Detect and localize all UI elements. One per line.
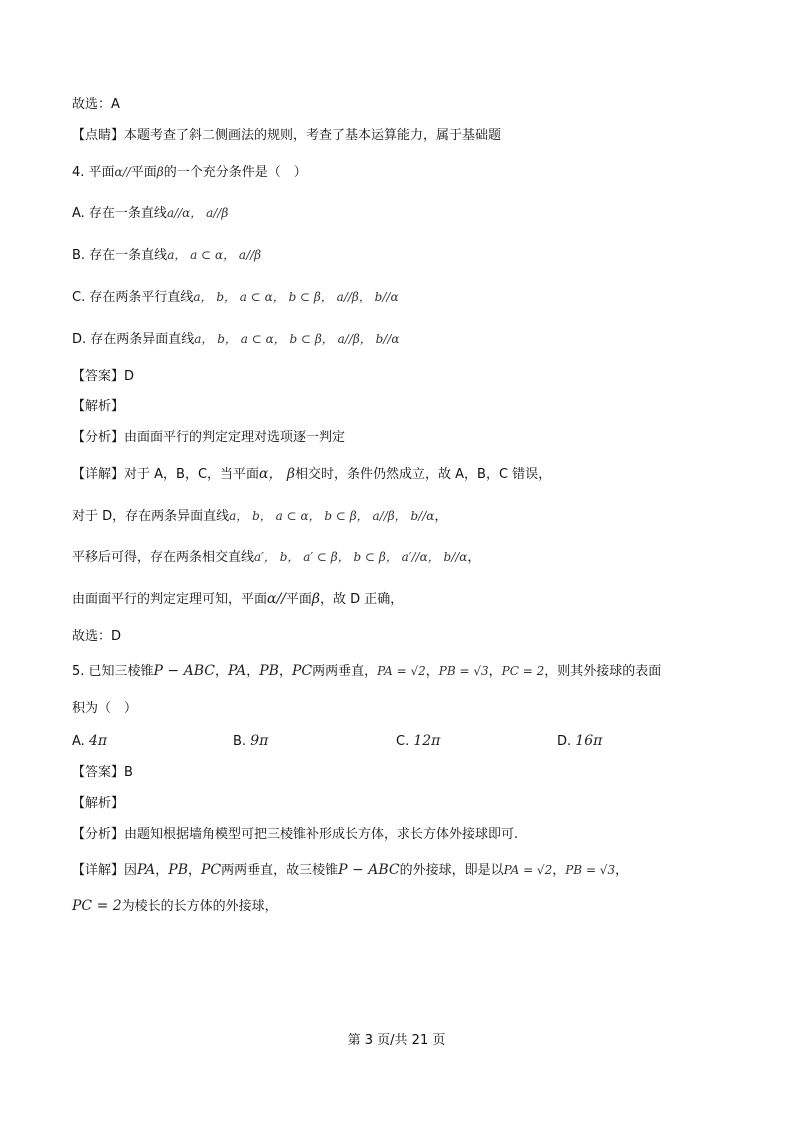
math: P − ABC [338, 862, 400, 878]
text: ， [188, 863, 202, 878]
text: 为棱长的长方体的外接球， [121, 899, 278, 914]
text: 平面 [130, 165, 157, 180]
detail-4-d [72, 507, 753, 526]
text: A. 存在一条直线 [72, 206, 167, 221]
math: 12π [413, 733, 441, 749]
math: a//α， a//β [166, 206, 229, 220]
option-b [72, 246, 753, 265]
math: PA = √2 [377, 664, 426, 678]
math: 16π [575, 733, 603, 749]
math: PB = √3 [565, 863, 616, 877]
analysis-5 [72, 826, 753, 844]
text: 对于 D，存在两条异面直线 [72, 509, 230, 524]
analysis-5-header [72, 795, 753, 813]
answer-5 [72, 764, 753, 782]
math: PB = √3 [438, 664, 489, 678]
text: ， [467, 550, 481, 565]
text: 由面面平行的判定定理可知，平面 [72, 592, 268, 607]
math: P − ABC [153, 663, 215, 679]
math: β [311, 591, 321, 607]
text: ， [434, 509, 448, 524]
math: PC [201, 862, 222, 878]
text: C. 存在两条平行直线 [72, 290, 194, 305]
text: 4. 平面 [72, 165, 115, 180]
math: PB [259, 663, 279, 679]
q5-option-d [557, 733, 602, 749]
text: B. [233, 734, 247, 749]
math: a， b， a ⊂ α， b ⊂ β， a//β， b//α [193, 290, 399, 304]
text: 【详解】对于 A，B，C，当平面 [72, 467, 260, 482]
text: ， [488, 664, 502, 679]
answer-4 [72, 368, 753, 386]
text: 5. 已知三棱锥 [72, 664, 154, 679]
text: 故选：A [72, 97, 120, 112]
math: PC = 2 [72, 898, 122, 914]
text: ， [155, 863, 169, 878]
answer-choice-line [72, 96, 753, 114]
text: A. [72, 734, 85, 749]
text: C. [396, 734, 410, 749]
math: PC [291, 663, 313, 679]
text: 【详解】因 [72, 863, 138, 878]
q5-option-c [396, 733, 440, 749]
text: ， [246, 664, 260, 679]
math: 4π [88, 733, 108, 749]
text: 的一个充分条件是（ ） [163, 165, 307, 180]
math: α// [114, 165, 131, 179]
math: a， b， a ⊂ α， b ⊂ β， a//β， b//α [229, 509, 435, 523]
math: a， b， a ⊂ α， b ⊂ β， a//β， b//α [194, 332, 400, 346]
text: 两两垂直， [312, 664, 378, 679]
math: PA = √2 [503, 863, 553, 877]
text: 平面 [285, 592, 312, 607]
text: ， [214, 664, 228, 679]
detail-4 [72, 465, 753, 484]
detail-5-line-2 [72, 897, 753, 916]
option-c [72, 288, 753, 307]
detail-4-translate [72, 548, 753, 567]
text: ， [278, 664, 292, 679]
text: 的外接球，即是以 [399, 863, 504, 878]
math: a′， b， a′ ⊂ β， b ⊂ β， a′//α， b//α [254, 550, 468, 564]
tip-line [72, 127, 753, 145]
text: ， [425, 664, 439, 679]
math: PA [227, 663, 247, 679]
text: 【分析】由题知根据墙角模型可把三棱锥补形成长方体，求长方体外接球即可. [72, 827, 519, 842]
text: 两两垂直，故三棱锥 [221, 863, 339, 878]
text: 【答案】D [72, 369, 135, 384]
question-5-line-2 [72, 700, 753, 718]
text: 相交时，条件仍然成立，故 A，B，C 错误， [295, 467, 552, 482]
text: ， [615, 863, 629, 878]
detail-4-conclusion [72, 590, 753, 609]
detail-5 [72, 861, 753, 880]
question-5 [72, 662, 753, 681]
math: α， β [259, 466, 296, 482]
text: D. [557, 734, 572, 749]
answer-choice-line [72, 628, 753, 646]
text: ，则其外接球的表面 [544, 664, 662, 679]
analysis-4-header [72, 398, 753, 416]
text: 故选：D [72, 629, 122, 644]
text: 【答案】B [72, 765, 133, 780]
math: PC = 2 [501, 664, 545, 678]
math: PB [168, 862, 188, 878]
page-footer: 第 3 页/共 21 页 [347, 1033, 446, 1048]
analysis-4 [72, 429, 753, 447]
math: β [156, 165, 164, 179]
text: 平移后可得，存在两条相交直线 [72, 550, 255, 565]
text: B. 存在一条直线 [72, 248, 168, 263]
option-d [72, 330, 753, 349]
q5-option-b [233, 733, 268, 749]
text: D. 存在两条异面直线 [72, 332, 195, 347]
text: ， [552, 863, 566, 878]
math: a， a ⊂ α， a//β [167, 248, 262, 262]
math: 9π [250, 733, 269, 749]
text: 【解析】 [72, 399, 125, 414]
q5-option-a [72, 733, 107, 749]
text: 积为（ ） [72, 701, 138, 716]
text: 【点睛】本题考查了斜二侧画法的规则，考查了基本运算能力，属于基础题 [72, 128, 502, 143]
math: α// [267, 591, 286, 607]
question-4 [72, 163, 753, 182]
text: 【分析】由面面平行的判定定理对选项逐一判定 [72, 430, 346, 445]
text: 【解析】 [72, 796, 125, 811]
text: ，故 D 正确， [320, 592, 404, 607]
math: PA [137, 862, 156, 878]
option-a [72, 204, 753, 223]
